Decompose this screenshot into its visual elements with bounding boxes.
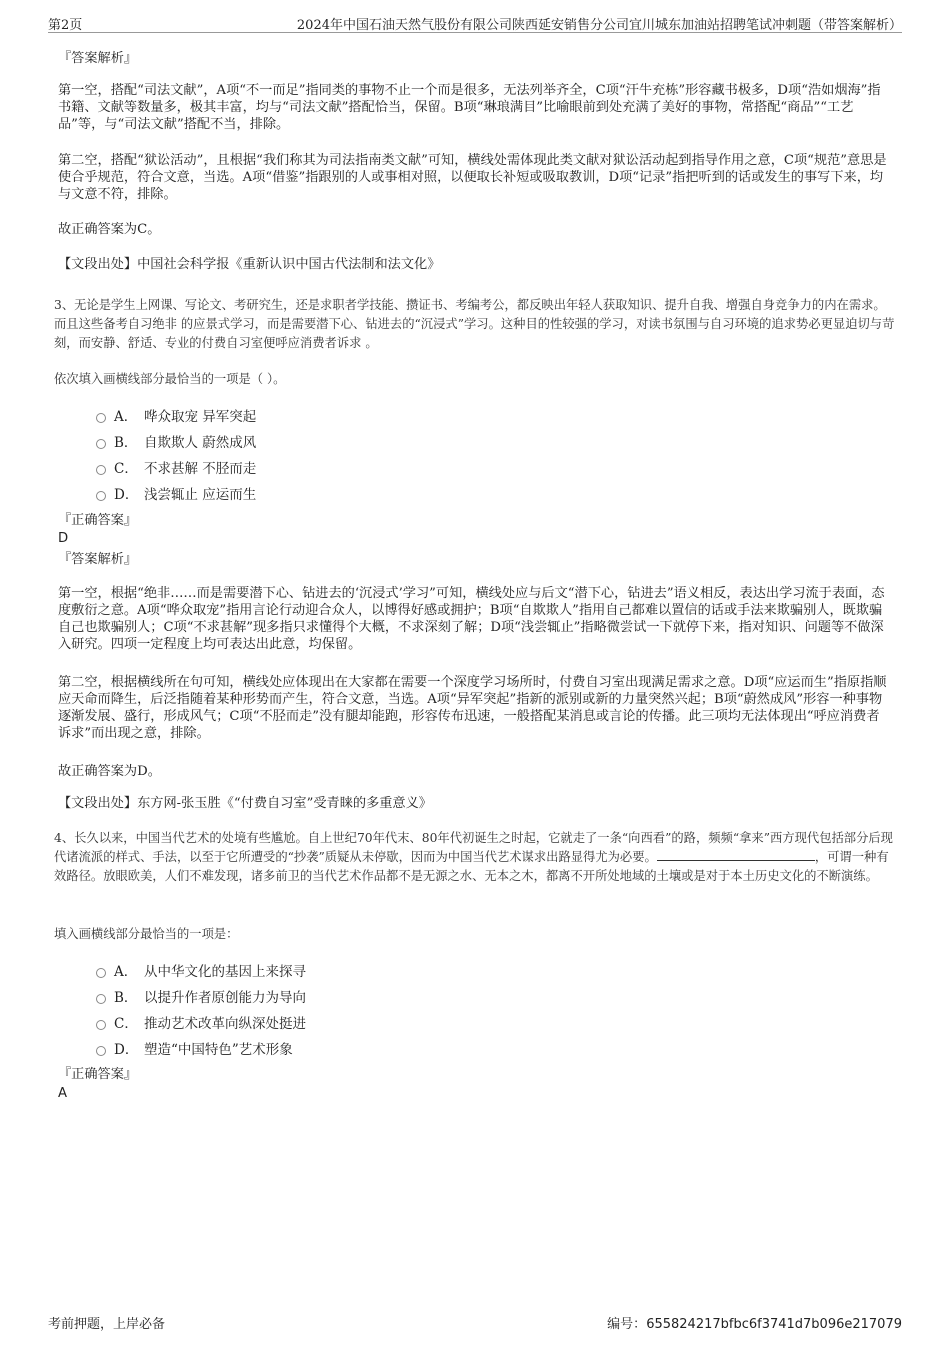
q3-option-b[interactable]: B． 自欺欺人 蔚然成风 — [96, 431, 256, 451]
q3-answer-label: 『正确答案』 — [58, 513, 138, 528]
radio-icon[interactable] — [96, 413, 106, 423]
q4-option-c[interactable]: C． 推动艺术改革向纵深处挺进 — [96, 1012, 306, 1032]
q2-analysis-para2: 第二空，搭配“狱讼活动”，且根据“我们称其为司法指南类文献”可知，横线处需体现此类文献对狱讼活动起到指导作用之意，C项“规范”意思是使合乎规范，符合文意，当选。A项“借鉴”指跟别的人或事相对照，以便取长补短或吸取教训，D项“记录”指把听到的话或发生的事写下来，均与文意不符，排除。 — [58, 153, 887, 202]
footer-slogan: 考前押题，上岸必备 — [48, 1317, 166, 1332]
q4-option-a[interactable]: A． 从中华文化的基因上来探寻 — [96, 960, 306, 980]
q3-option-a[interactable]: A． 哗众取宠 异军突起 — [96, 405, 256, 425]
q4-prompt: 填入画横线部分最恰当的一项是： — [54, 927, 239, 941]
radio-icon[interactable] — [96, 1020, 106, 1030]
q2-conclusion: 故正确答案为C。 — [58, 222, 161, 237]
q3-answer: D — [58, 531, 69, 546]
page-number: 第2页 — [48, 18, 83, 33]
q2-source: 【文段出处】中国社会科学报《重新认识中国古代法制和法文化》 — [58, 257, 441, 272]
document-code: 编号：655824217bfbc6f3741d7b096e217079 — [607, 1317, 902, 1332]
q3-option-c[interactable]: C． 不求甚解 不胫而走 — [96, 457, 256, 477]
radio-icon[interactable] — [96, 968, 106, 978]
fill-blank — [657, 848, 815, 861]
q4-answer: A — [58, 1086, 68, 1101]
radio-icon[interactable] — [96, 491, 106, 501]
q3-conclusion: 故正确答案为D。 — [58, 764, 161, 779]
radio-icon[interactable] — [96, 465, 106, 475]
q3-analysis-label: 『答案解析』 — [58, 552, 138, 567]
page-footer — [48, 1313, 902, 1333]
q2-analysis-para1: 第一空，搭配“司法文献”，A项“不一而足”指同类的事物不止一个而是很多，无法列举齐全，C项“汗牛充栋”形容藏书极多，D项“浩如烟海”指书籍、文献等数量多，极其丰富，均与“司法文献”搭配恰当，保留。B项“琳琅满目”比喻眼前到处充满了美好的事物，常搭配“商品”“工艺品”等，与“司法文献”搭配不当，排除。 — [58, 83, 881, 132]
q4-option-b[interactable]: B． 以提升作者原创能力为导向 — [96, 986, 306, 1006]
q4-answer-label: 『正确答案』 — [58, 1067, 138, 1082]
q4-option-d[interactable]: D． 塑造“中国特色”艺术形象 — [96, 1038, 293, 1058]
q3-prompt: 依次填入画横线部分最恰当的一项是（ ）。 — [54, 372, 286, 386]
radio-icon[interactable] — [96, 439, 106, 449]
radio-icon[interactable] — [96, 994, 106, 1004]
page-header — [48, 12, 902, 33]
q2-analysis-label: 『答案解析』 — [58, 51, 138, 66]
radio-icon[interactable] — [96, 1046, 106, 1056]
q3-analysis-para1: 第一空，根据“绝非……而是需要潜下心、钻进去的‘沉浸式’学习”可知，横线处应与后文“潜下心，钻进去”语义相反，表达出学习流于表面，态度敷衍之意。A项“哗众取宠”指用言论行动迎合众人，以博得好感或拥护；B项“自欺欺人”指用自己都难以置信的话或手法来欺骗别人，既欺骗自己也欺骗别人；C项“不求甚解”现多指只求懂得个大概，不求深刻了解；D项“浅尝辄止”指略微尝试一下就停下来，指对知识、问题等不做深入研究。四项一定程度上均可表达出此意，均保留。 — [58, 586, 885, 652]
q4-stem: 4、长久以来，中国当代艺术的处境有些尴尬。自上世纪70年代末、80年代初诞生之时起，它就走了一条“向西看”的路，频频“拿来”西方现代包括部分后现代诸流派的样式、手法，以至于它所遭受的“抄袭”质疑从未停歇，因而为中国当代艺术谋求出路显得尤为必要。 ，可谓一种有效路径。放眼欧美，人们不难发现，诸多前卫的当代艺术作品都不是无源之水、无本之木，都离不开所处地域的土壤或是对于本土历史文化的不断演练。 — [54, 831, 893, 883]
q3-source: 【文段出处】东方网-张玉胜《“付费自习室”受青睐的多重意义》 — [58, 796, 432, 811]
q3-option-d[interactable]: D． 浅尝辄止 应运而生 — [96, 483, 256, 503]
q3-stem: 3、无论是学生上网课、写论文、考研究生，还是求职者学技能、攒证书、考编考公，都反映出年轻人获取知识、提升自我、增强自身竞争力的内在需求。而且这些备考自习绝非 的应景式学习，而是需要潜下心、钻进去的“沉浸式”学习。这种目的性较强的学习，对读书氛围与自习环境的追求势必更显迫切与苛刻，而安静、舒适、专业的付费自习室便呼应消费者诉求 。 — [54, 298, 895, 350]
document-title: 2024年中国石油天然气股份有限公司陕西延安销售分公司宜川城东加油站招聘笔试冲刺题（带答案解析） — [296, 18, 902, 33]
q3-analysis-para2: 第二空，根据横线所在句可知，横线处应体现出在大家都在需要一个深度学习场所时，付费自习室出现满足需求之意。D项“应运而生”指原指顺应天命而降生，后泛指随着某种形势而产生，符合文意，当选。A项“异军突起”指新的派别或新的力量突然兴起；B项“蔚然成风”形容一种事物逐渐发展、盛行，形成风气；C项“不胫而走”没有腿却能跑，形容传布迅速，一般搭配某消息或言论的传播。此三项均无法体现出“呼应消费者诉求”而出现之意，排除。 — [58, 675, 887, 741]
